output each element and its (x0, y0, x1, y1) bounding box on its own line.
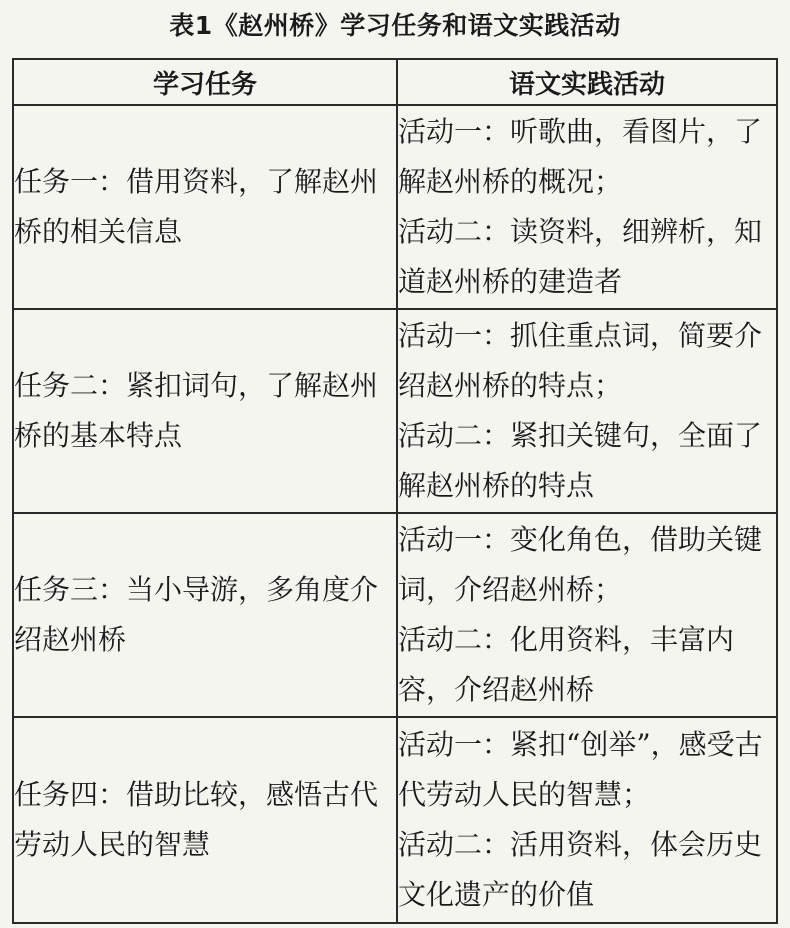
task-cell (13, 717, 397, 923)
activity-text: 活动二：化用资料，丰富内容，介绍赵州桥 (398, 623, 735, 706)
activities-cell (397, 513, 777, 717)
table-row (13, 309, 777, 513)
activity-text: 活动一：听歌曲，看图片，了解赵州桥的概况； (398, 115, 763, 198)
task-cell (13, 513, 397, 717)
table-header-row (13, 59, 777, 105)
activity-text: 活动一：紧扣“创举”，感受古代劳动人民的智慧； (398, 728, 763, 811)
task-text: 任务三：当小导游，多角度介绍赵州桥 (14, 573, 379, 656)
header-task: 学习任务 (13, 59, 397, 105)
activities-cell (397, 105, 777, 309)
activity-text: 活动二：活用资料，体会历史文化遗产的价值 (398, 828, 763, 911)
activities-cell (397, 309, 777, 513)
activities-cell (397, 717, 777, 923)
activity-text: 活动一：变化角色，借助关键词，介绍赵州桥； (398, 523, 763, 606)
task-text: 任务二：紧扣词句，了解赵州桥的基本特点 (14, 369, 379, 452)
table-row (13, 105, 777, 309)
table-title: 表1《赵州桥》学习任务和语文实践活动 (169, 11, 621, 40)
task-cell (13, 105, 397, 309)
header-activities: 语文实践活动 (397, 59, 777, 105)
task-activity-table (12, 58, 778, 924)
activity-text: 活动二：读资料，细辨析，知道赵州桥的建造者 (398, 215, 763, 298)
table-row (13, 513, 777, 717)
task-text: 任务一：借用资料，了解赵州桥的相关信息 (14, 165, 379, 248)
table-row (13, 717, 777, 923)
activity-text: 活动二：紧扣关键句，全面了解赵州桥的特点 (398, 419, 763, 502)
task-cell (13, 309, 397, 513)
activity-text: 活动一：抓住重点词，简要介绍赵州桥的特点； (398, 319, 763, 402)
task-text: 任务四：借助比较，感悟古代劳动人民的智慧 (14, 778, 379, 861)
